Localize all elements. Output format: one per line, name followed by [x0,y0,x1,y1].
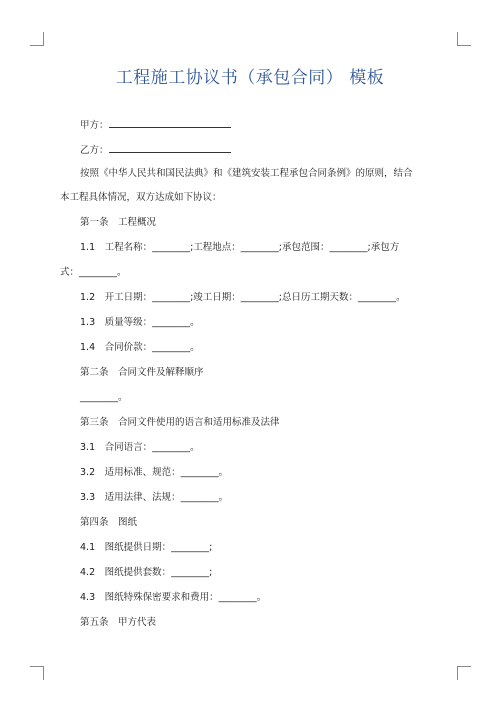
article-1-heading: 第一条 工程概况 [80,217,157,228]
party-b-line [80,142,231,158]
article-3-heading: 第三条 合同文件使用的语言和适用标准及法律 [80,417,280,428]
crop-mark-bottom-right [457,666,471,680]
clause-4-1: 4.1 图纸提供日期：________; [80,542,213,553]
clause-3-1: 3.1 合同语言：________。 [80,442,200,453]
clause-1-1-cont: 式：________。 [60,267,127,278]
intro-line-2: 本工程具体情况，双方达成如下协议： [60,192,222,203]
crop-mark-top-right [457,32,471,46]
clause-4-3: 4.3 图纸特殊保密要求和费用：________。 [80,592,267,603]
article-4-heading: 第四条 图纸 [80,517,138,528]
party-a-line [80,117,231,133]
clause-1-3: 1.3 质量等级：________。 [80,317,200,328]
clause-3-2: 3.2 适用标准、规范：________。 [80,467,229,478]
clause-4-2: 4.2 图纸提供套数：________; [80,567,213,578]
clause-1-2: 1.2 开工日期：________;竣工日期：________;总日历工期天数：________。 [80,292,406,303]
article-5-heading: 第五条 甲方代表 [80,617,157,628]
document-title: 工程施工协议书（承包合同） 模板 [115,68,385,88]
clause-1-1: 1.1 工程名称：________;工程地点：________;承包范围：________;承包方 [80,242,400,253]
crop-mark-bottom-left [30,666,44,680]
party-a-blank[interactable] [109,117,231,128]
party-b-label: 乙方： [80,145,109,156]
party-b-blank[interactable] [109,142,231,153]
clause-3-3: 3.3 适用法律、法规：________。 [80,492,229,503]
clause-1-4: 1.4 合同价款：________。 [80,342,200,353]
party-a-label: 甲方： [80,120,109,131]
article-2-blank: ________。 [80,392,128,403]
article-2-heading: 第二条 合同文件及解释顺序 [80,367,204,378]
intro-line-1: 按照《中华人民共和国民法典》和《建筑安装工程承包合同条例》的原则，结合 [80,168,413,179]
crop-mark-top-left [30,32,44,46]
